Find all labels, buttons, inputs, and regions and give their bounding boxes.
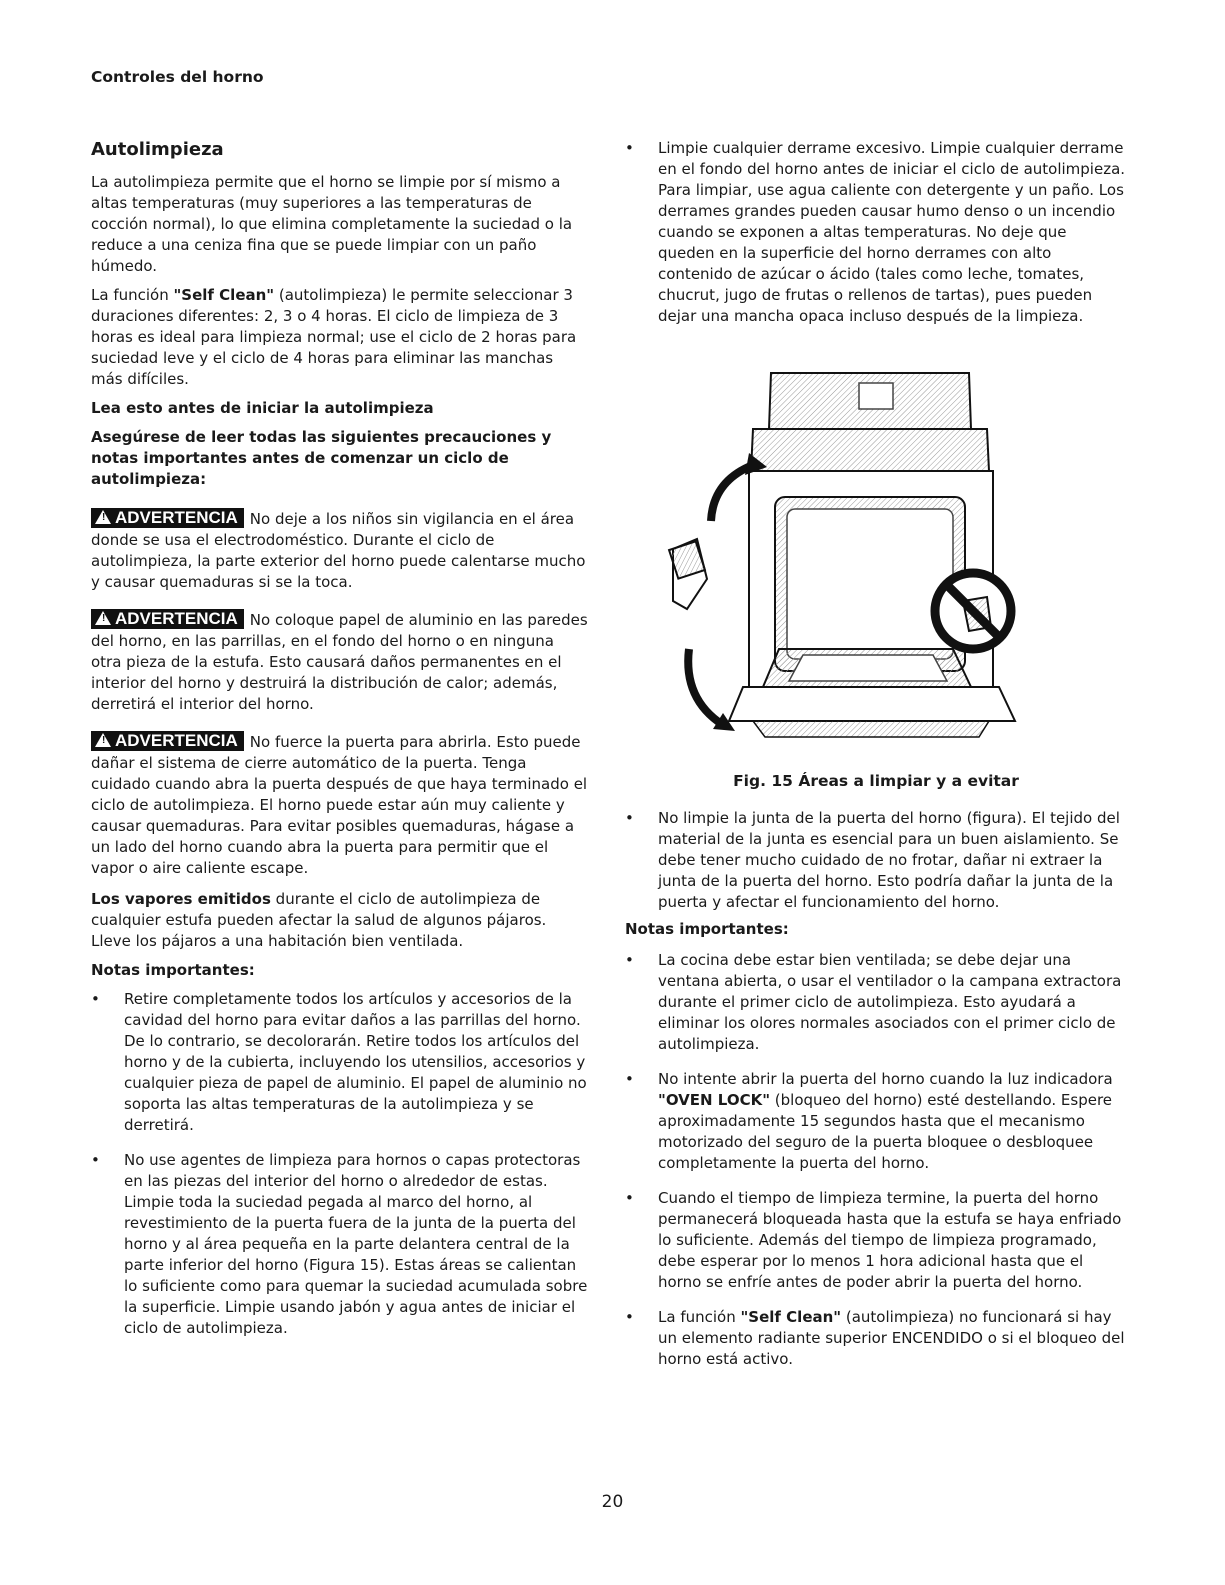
vapors-label: Los vapores emitidos bbox=[91, 890, 271, 908]
warning-label: ADVERTENCIA bbox=[115, 731, 238, 750]
bullet-icon: • bbox=[91, 990, 100, 1008]
list-item bbox=[625, 808, 1127, 913]
oven-illustration bbox=[653, 369, 1033, 759]
section-header: Controles del horno bbox=[91, 68, 264, 86]
warning-1 bbox=[91, 508, 589, 593]
figure-caption: Fig. 15 Áreas a limpiar y a evitar bbox=[733, 772, 1019, 790]
list-item bbox=[625, 1069, 1127, 1174]
self-clean-label: "Self Clean" bbox=[740, 1308, 842, 1326]
notes-list-left bbox=[91, 989, 589, 1339]
warning-label: ADVERTENCIA bbox=[115, 609, 238, 628]
list-item-text: Cuando el tiempo de limpieza termine, la puerta del horno permanecerá bloqueada hasta que la estufa se haya enfriado lo suficiente. Además del tiempo de limpieza programado, debe esperar por lo menos 1 hora adicional hasta que el horno se enfríe antes de poder abrir la puerta del horno. bbox=[658, 1189, 1122, 1291]
warning-label: ADVERTENCIA bbox=[115, 508, 238, 527]
section-heading: Autolimpieza bbox=[91, 139, 224, 160]
list-item-text: La función bbox=[658, 1308, 741, 1326]
warning-2 bbox=[91, 609, 589, 715]
notes-heading: Notas importantes: bbox=[91, 961, 255, 979]
arrow-bottom-curve bbox=[688, 649, 723, 725]
list-item bbox=[625, 138, 1127, 327]
list-item-text: No intente abrir la puerta del horno cuando la luz indicadora bbox=[658, 1070, 1113, 1088]
bullet-icon: • bbox=[625, 1189, 634, 1207]
notes-list-right bbox=[625, 950, 1127, 1370]
page-number: 20 bbox=[601, 1492, 624, 1512]
list-item-text: Retire completamente todos los artículos y accesorios de la cavidad del horno para evitar daños a las parrillas del horno. De lo contrario, se decolorarán. Retire todos los artículos del horno y de la cubierta, incluyendo los utensilios, accesorios y cualquier pieza de papel de aluminio. El papel de aluminio no soporta las altas temperaturas de la autolimpieza y se derretirá. bbox=[124, 990, 587, 1134]
list-item bbox=[625, 950, 1127, 1055]
self-clean-label: "Self Clean" bbox=[173, 286, 275, 304]
list-item-text: La cocina debe estar bien ventilada; se debe dejar una ventana abierta, o usar el ventilador o la campana extractora durante el primer ciclo de autolimpieza. Esto ayudará a eliminar los olores normales asociados con el primer ciclo de autolimpieza. bbox=[658, 951, 1122, 1053]
warning-1-text: No deje a los niños sin vigilancia en el área donde se usa el electrodoméstico. Durante el ciclo de autolimpieza, la parte exterior del horno puede calentarse mucho y causar quemaduras si se la toca. bbox=[91, 510, 586, 591]
bullet-icon: • bbox=[625, 809, 634, 827]
list-item-text-rest: (bloqueo del horno) esté destellando. Espere aproximadamente 15 segundos hasta que el mecanismo motorizado del seguro de la puerta bloquee o desbloquee completamente la puerta del horno. bbox=[658, 1091, 1113, 1172]
spill-list bbox=[625, 138, 1127, 327]
oven-figure bbox=[653, 369, 1033, 759]
warning-2-text: No coloque papel de aluminio en las paredes del horno, en las parrillas, en el fondo del horno o en ninguna otra pieza de la estufa. Esto causará daños permanentes en el interior del horno y destruirá la distribución de calor; además, derretirá el interior del horno. bbox=[91, 611, 588, 713]
read-first-heading: Lea esto antes de iniciar la autolimpieza bbox=[91, 399, 434, 417]
oven-front-top bbox=[751, 429, 989, 471]
right-column bbox=[625, 138, 1127, 1384]
vapors-paragraph bbox=[91, 889, 589, 952]
list-item-text: No use agentes de limpieza para hornos o capas protectoras en las piezas del interior del horno o alrededor de estas. Limpie toda la suciedad pegada al marco del horno, al revestimiento de la puerta fuera de la junta de la puerta del horno y al área pequeña en la parte delantera central de la parte inferior del horno (Figura 15). Estas áreas se calientan lo suficiente como para quemar la suciedad acumulada sobre la superficie. Limpie usando jabón y agua antes de iniciar el ciclo de autolimpieza. bbox=[124, 1151, 588, 1337]
bullet-icon: • bbox=[625, 1308, 634, 1326]
oven-interior bbox=[787, 509, 953, 659]
warning-3-text: No fuerce la puerta para abrirla. Esto puede dañar el sistema de cierre automático de la puerta. Tenga cuidado cuando abra la puerta después de que haya terminado el ciclo de autolimpieza. El horno puede estar aún muy caliente y causar quemaduras. Para evitar posibles quemaduras, hágase a un lado del horno cuando abra la puerta para permitir que el vapor o aire caliente escape. bbox=[91, 733, 588, 877]
warning-triangle-icon: ! bbox=[95, 733, 111, 747]
gasket-list bbox=[625, 808, 1127, 913]
bullet-icon: • bbox=[625, 139, 634, 157]
list-item-text: Limpie cualquier derrame excesivo. Limpie cualquier derrame en el fondo del horno antes de iniciar el ciclo de autolimpieza. Para limpiar, use agua caliente con detergente y un paño. Los derrames grandes pueden causar humo denso o un incendio cuando se exponen a altas temperaturas. No deje que queden en la superficie del horno derrames con alto contenido de azúcar o ácido (tales como leche, tomates, chucrut, jugo de frutas o rellenos de tartas), pues pueden dejar una mancha opaca incluso después de la limpieza. bbox=[658, 139, 1126, 325]
list-item bbox=[91, 989, 589, 1136]
oven-door bbox=[729, 687, 1015, 721]
oven-base bbox=[753, 721, 989, 737]
door-window bbox=[789, 655, 947, 681]
list-item-text-rest: (autolimpieza) no funcionará si hay un elemento radiante superior ENCENDIDO o si el bloqueo del horno está activo. bbox=[658, 1308, 1125, 1368]
warning-badge bbox=[91, 731, 244, 751]
list-item bbox=[625, 1307, 1127, 1370]
list-item-text: No limpie la junta de la puerta del horno (figura). El tejido del material de la junta es esencial para un buen aislamiento. Se debe tener mucho cuidado de no frotar, dañar ni extraer la junta de la puerta del horno. Esto podría dañar la junta de la puerta y afectar el funcionamiento del horno. bbox=[658, 809, 1120, 911]
vapors-text: durante el ciclo de autolimpieza de cualquier estufa pueden afectar la salud de algunos pájaros. Lleve los pájaros a una habitación bien ventilada. bbox=[91, 890, 547, 950]
bullet-icon: • bbox=[625, 951, 634, 969]
list-item bbox=[625, 1188, 1127, 1293]
warning-badge bbox=[91, 609, 244, 629]
warning-badge bbox=[91, 508, 244, 528]
warning-triangle-icon: ! bbox=[95, 510, 111, 524]
oven-lock-label: "OVEN LOCK" bbox=[658, 1091, 771, 1109]
list-item bbox=[91, 1150, 589, 1339]
bullet-icon: • bbox=[625, 1070, 634, 1088]
intro-paragraph: La autolimpieza permite que el horno se limpie por sí mismo a altas temperaturas (muy superiores a las temperaturas de cocción normal), lo que elimina completamente la suciedad o la reduce a una ceniza fina que se puede limpiar con un paño húmedo. bbox=[91, 173, 573, 275]
function-paragraph bbox=[91, 285, 589, 390]
bullet-icon: • bbox=[91, 1151, 100, 1169]
left-column bbox=[91, 138, 589, 1353]
control-panel bbox=[859, 383, 893, 409]
function-text: La función bbox=[91, 286, 174, 304]
function-text-rest: (autolimpieza) le permite seleccionar 3 duraciones diferentes: 2, 3 o 4 horas. El ciclo de limpieza de 3 horas es ideal para limpieza normal; use el ciclo de 2 horas para suciedad leve y el ciclo de 4 horas para eliminar las manchas más difíciles. bbox=[91, 286, 577, 388]
warning-3 bbox=[91, 731, 589, 879]
notes-heading: Notas importantes: bbox=[625, 920, 789, 938]
precautions-heading: Asegúrese de leer todas las siguientes precauciones y notas importantes antes de comenzar un ciclo de autolimpieza: bbox=[91, 428, 552, 488]
warning-triangle-icon: ! bbox=[95, 611, 111, 625]
